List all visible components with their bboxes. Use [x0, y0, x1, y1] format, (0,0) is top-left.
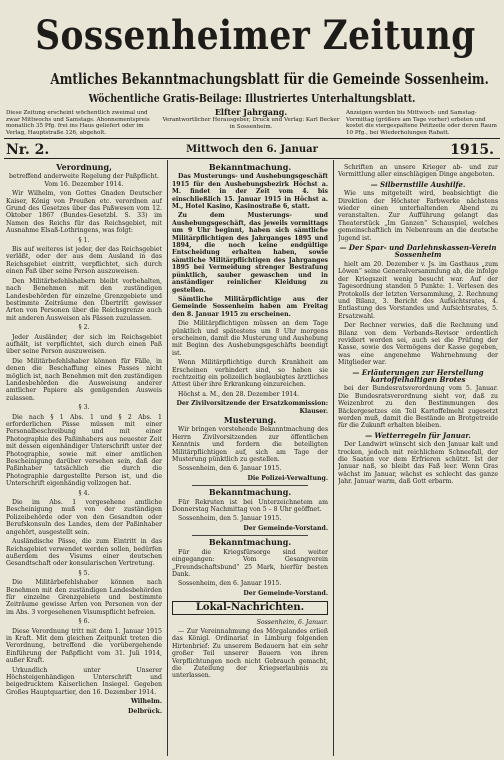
article-subheading: betreffend anderweite Regelung der Paßpflicht. Vom 16. Dezember 1914.	[8, 173, 160, 188]
paragraph: Die Militärbefehlshaber können für Fälle, in denen die Beschaffung eines Passes nicht möglich ist, nach Benehmen mit den zuständigen Landesbehörden die Ausweisung anderer amtlicher Papiere als genügenden Ausweis zulassen.	[6, 357, 162, 402]
paragraph: Schriften an unsere Krieger ab- und zur Vermittlung aller einschlägigen Dinge angeboten.	[338, 164, 498, 179]
newspaper-title: Sossenheimer Zeitung	[35, 12, 476, 59]
column-left	[6, 164, 162, 754]
paragraph: — Zur Vereinnahmung des Mörgalandes erließ das Königl. Ordinariat in Limburg folgenden Hirtenbrief: Zu unserem Bedauern hat ein sehr großer Teil unserer Bauern von ihren Verpflichtungen noch nicht Gebrauch gemacht, die Zuteilung der Kriegserlaubnis zu unterlassen.	[172, 627, 328, 680]
paragraph: Sämtliche Militärpflichtige aus der Gemeinde Sossenheim haben am Freitag den 8. Januar 1915 zu erscheinen.	[172, 295, 328, 318]
header-rule-bottom	[4, 158, 500, 159]
place-date: Sossenheim, den 5. Januar 1915.	[178, 515, 282, 523]
paragraph: Wenn Militärpflichtige durch Krankheit am Erscheinen verhindert sind, so haben sie rechtzeitig ein polizeilich beglaubigtes ärztliches Attest über ihre Erkrankung einzureichen.	[172, 359, 328, 389]
paragraph: Wir Wilhelm, von Gottes Gnaden Deutscher Kaiser, König von Preußen etc. verordnen auf Grund des Gesetzes über das Paßwesen vom 12. Oktober 1867 (Bundes-Gesetzbl. S. 33) im Namen des Reichs für das Reichsgebiet, mit Ausnahme Elsaß-Lothringens, was folgt:	[6, 190, 162, 235]
section-mark: § 3.	[78, 404, 90, 412]
place-date: Sossenheim, den 6. Januar 1915.	[178, 465, 282, 473]
paragraph: Urkundlich unter Unserer Höchsteigenhändigen Unterschrift und beigedrucktem Kaiserlichen Insiegel. Gegeben Großes Hauptquartier, den 16. Dezember 1914.	[6, 666, 162, 696]
paragraph: Jeder Ausländer, der sich im Reichsgebiet aufhält, ist verpflichtet, sich durch einen Paß über seine Person auszuweisen.	[6, 333, 162, 356]
paragraph: Der Rechner verwies, daß die Rechnung und Bilanz von dem Verbands-Revisor ordentlich revidiert worden sei, auch sei die Prüfung der Kasse, sowie des Vermögens der Kasse gegeben, was eine angenehme Wahrnehmung der Mitglieder war.	[338, 322, 498, 367]
header-rule-top	[4, 138, 500, 139]
paragraph: Zu dem Musterungs- und Aushebungsgeschäft, das jeweils vormittags um 9 Uhr beginnt, haben sich sämtliche Militärpflichtigen des Jahrganges 1895 und 1894, die noch keine endgültige Entscheidung erhalten haben, sowie sämtliche Militärpflichtigen des Jahrganges 1895 bei Vermeidung strenger Bestrafung pünktlich, sauber gewaschen und in anständiger reinlicher Kleidung zu gestellen.	[172, 212, 328, 294]
article-heading: Bekanntmachung.	[208, 487, 292, 498]
article-heading: Bekanntmachung.	[208, 537, 292, 548]
newspaper-supplement-line: Wöchentliche Gratis-Beilage: Illustriertes Unterhaltungsblatt.	[88, 92, 416, 105]
signature: Der Gemeinde-Vorstand.	[243, 589, 328, 597]
article-heading: Verordnung,	[56, 164, 112, 172]
publication-info: Diese Zeitung erscheint wöchentlich zweimal und zwar Mittwochs und Samstags. Abonnementspreis monatlich 35 Pfg. frei ins Haus geliefert oder im Verlag, Hauptstraße 126, abgeholt.	[6, 110, 150, 136]
paragraph: Die Militärbefehlshaber können nach Benehmen mit den zuständigen Landesbehörden für einzelne Grenzgebiete und bestimmte Zeiträume gewisse Arten von Personen von der im Abs. 3 vorgesehenen Visumspflicht befreien.	[6, 579, 162, 616]
section-mark: § 1.	[78, 236, 90, 244]
article-heading: — Silbernstille Aushilfe.	[370, 179, 466, 189]
paragraph: Das Musterungs- und Aushebungsgeschäft 1915 für den Aushebungsbezirk Höchst a. M. findet in der Zeit vom 4. bis einschließlich 15. Januar 1915 in Höchst a. M., Hotel Kasino, Kasinostraße 6, statt.	[172, 173, 328, 211]
article-heading: — Erläuterungen zur Herstellung kartoffelhaltigen Brotes	[352, 367, 484, 384]
section-mark: § 2.	[78, 324, 90, 332]
paragraph: Die nach § 1 Abs. 1 und § 2 Abs. 1 erforderlichen Pässe müssen mit einer Personalbeschreibung und mit einer Photographie des Paßinhabers aus neuester Zeit mit dessen eigenhändiger Unterschrift unter der Photographie, sowie mit einer amtlichen Bescheinigung darüber versehen sein, daß der Paßinhaber tatsächlich die durch die Photographie dargestellte Person ist, und die Unterschrift eigenhändig vollzogen hat.	[6, 413, 162, 488]
signature: Die Polizei-Verwaltung.	[247, 474, 328, 482]
paragraph: bei der Bundesratsverordnung vom 5. Januar. Die Bundesratsverordnung sieht vor, daß zu Weizenbrot zu den Bestimmungen des Bäckergesetzes ein Teil Kartoffelmehl zugesetzt werden muß, damit die Bestände an Brotgetreide für die Zukunft erhalten bleiben.	[338, 385, 498, 430]
column-divider	[333, 160, 334, 756]
separator	[192, 485, 308, 486]
issue-number: Nr. 2.	[6, 142, 50, 158]
volume-year: Elfter Jahrgang.	[214, 107, 288, 117]
article-heading: Musterung.	[223, 415, 277, 425]
signature: Der Gemeinde-Vorstand.	[243, 524, 328, 532]
section-mark: § 6.	[78, 618, 90, 626]
paragraph: Für Rekruten ist bei Unterzeichnetem am Donnerstag Nachmittag von 5 – 8 Uhr geöffnet.	[172, 498, 328, 514]
section-mark: § 4.	[78, 489, 90, 497]
paragraph: Der Landwirt wünscht sich den Januar kalt und trocken, jedoch mit reichlichem Schneefall, der die Saaten vor dem Erfrieren schützt. Ist der Januar naß, so bleibt das Faß leer. Wenn Gras wächst im Januar, wächst es schlecht das ganze Jahr. Januar warm, daß Gott erbarm.	[338, 441, 498, 486]
signature: Wilhelm.	[130, 698, 162, 706]
column-right	[338, 164, 498, 754]
publisher-line: Verantwortlicher Herausgeber, Druck und Verlag: Karl Becker in Sossenheim.	[162, 117, 340, 130]
publisher-info	[160, 108, 342, 130]
separator	[192, 535, 308, 536]
section-heading-local-news: Lokal-Nachrichten.	[172, 601, 328, 614]
section-mark: § 5.	[78, 569, 90, 577]
column-middle	[172, 164, 328, 754]
advertising-info: Anzeigen werden bis Mittwoch- und Samstag-Vormittag (größere am Tage vorher) erbeten und kostet die viergespaltene Petitzeile oder deren Raum 10 Pfg., bei Wiederholungen Rabatt.	[346, 110, 497, 136]
place-date: Höchst a. M., den 28. Dezember 1914.	[178, 390, 300, 398]
paragraph: hielt am 20. Dezember v. Js. im Gasthaus „zum Löwen“ seine Generalversammlung ab, die infolge der Kriegszeit wenig besucht war. Auf der Tagesordnung standen 5 Punkte: 1. Verlesen des Protokolls der letzten Versammlung, 2. Rechnung und Bilanz, 3. Bericht des Aufsichtsrates, 4. Entlastung des Vorstandes und Aufsichtsrates, 5. Ersatzwahl.	[338, 260, 498, 320]
paragraph: Ausländische Pässe, die zum Eintritt in das Reichsgebiet verwendet werden sollen, bedürfen außerdem des Visums einer deutschen Gesandtschaft oder konsularischen Vertretung.	[6, 538, 162, 568]
paragraph: Die Militärpflichtigen müssen an dem Tage pünktlich und spätestens um 8 Uhr morgens erscheinen, damit die Musterung und Aushebung mit Beginn des Aushebungsgeschäfts beendigt ist.	[172, 320, 328, 357]
paragraph: Für die Kriegsfürsorge sind weiter eingegangen: Vom Gesangverein „Freundschaftsbund“ 25 Mark, hierfür besten Dank.	[172, 548, 328, 578]
place-date: Sossenheim, den 6. Januar 1915.	[178, 580, 282, 588]
paragraph: Den Militärbefehlshabern bleibt vorbehalten, nach Benehmen mit den zuständigen Landesbehörden für einzelne Grenzgebiete und bestimmte Zeiträume den Übertritt gewisser Arten von Personen über die Reichsgrenze auch mit anderen Ausweisen als Pässen zuzulassen.	[6, 277, 162, 322]
article-heading: — Der Spar- und Darlehnskassen-Verein Sossenheim	[339, 243, 497, 260]
issue-date: Mittwoch den 6. Januar	[186, 144, 318, 155]
issue-year: 1915.	[450, 142, 494, 158]
place-date: Sossenheim, 6. Januar.	[256, 618, 328, 626]
paragraph: Diese Verordnung tritt mit dem 1. Januar 1915 in Kraft. Mit dem gleichen Zeitpunkt treten die Verordnung, betreffend die vorübergehende Einführung der Paßpflicht vom 31. Juli 1914, außer Kraft.	[6, 627, 162, 665]
signature: Delbrück.	[128, 707, 162, 715]
paragraph: Wie uns mitgeteilt wird, beabsichtigt die Direktion der Höchster Farbwerke nächstens wieder einen unterhaltenden Abend zu veranstalten. Zur Aufführung gelangt das Theaterstück „Im Ganzen“ Schauspiel, welches gemeinschaftlich im Nebenraum an die deutsche Jugend ist.	[338, 190, 498, 242]
article-heading: — Wetterregeln für Januar.	[365, 430, 471, 440]
paragraph: Wir bringen vorstehende Bekanntmachung des Herrn Zivilvorsitzenden zur öffentlichen Kenntnis und fordern die beteiligten Militärpflichtigen auf, sich am Tage der Musterung pünktlich zu gestellen.	[172, 426, 328, 464]
signature: Der Zivilvorsitzende der Ersatzkommission: Klauser.	[176, 400, 328, 415]
paragraph: Die im Abs. 1 vorgesehene amtliche Bescheinigung muß von der zuständigen Polizeibehörde oder von den Gesandten oder Berufskonsuln des Landes, dem der Paßinhaber angehört, ausgestellt sein.	[6, 499, 162, 536]
newspaper-subtitle: Amtliches Bekanntmachungsblatt für die Gemeinde Sossenheim.	[50, 70, 489, 88]
paragraph: Bis auf weiteres ist jeder, der das Reichsgebiet verläßt, oder der aus dem Ausland in das Reichsgebiet eintritt, verpflichtet, sich durch einen Paß über seine Person auszuweisen.	[6, 246, 162, 276]
column-divider	[167, 160, 168, 756]
article-heading: Bekanntmachung.	[208, 164, 292, 172]
